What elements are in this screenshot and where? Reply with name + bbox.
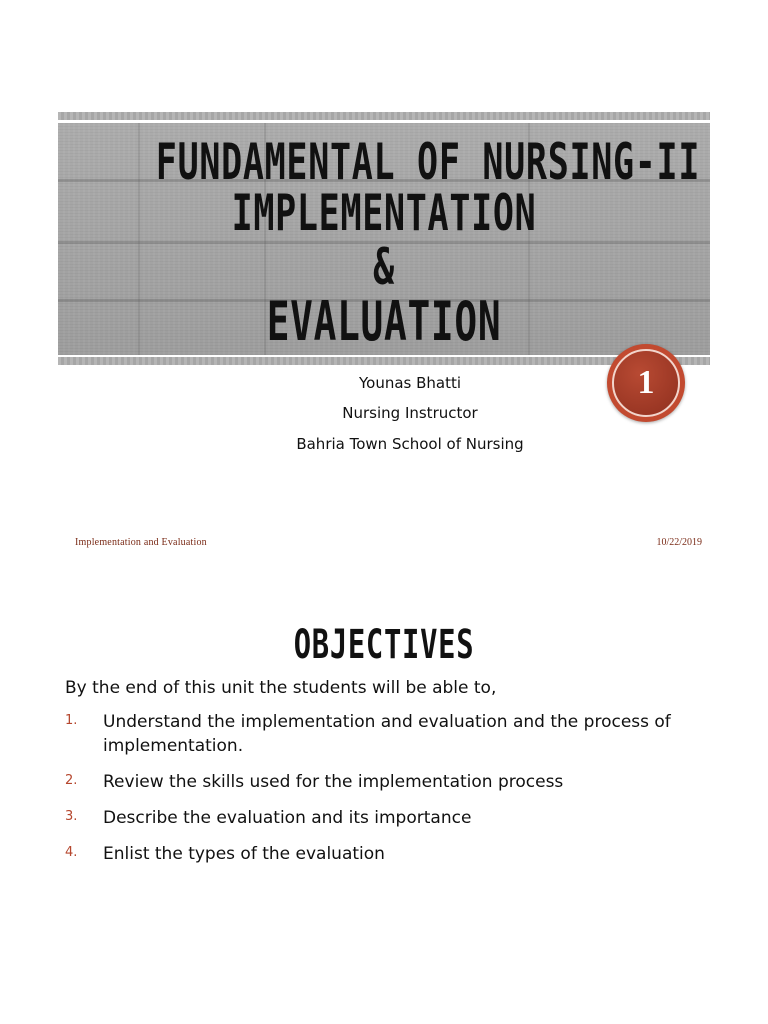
slide-number-badge-ring (612, 349, 680, 417)
title-line-2: IMPLEMENTATION (231, 184, 537, 242)
banner-texture-line (138, 123, 140, 355)
presenter-institution: Bahria Town School of Nursing (296, 435, 524, 453)
objective-text: Describe the evaluation and its importance (103, 808, 472, 828)
title-top-rule (58, 112, 710, 120)
objectives-slide (0, 580, 768, 1024)
objective-text: Enlist the types of the evaluation (103, 844, 385, 864)
slide-number: 1 (637, 364, 655, 401)
slide-footer-date: 10/22/2019 (656, 537, 702, 548)
objective-text: Understand the implementation and evaluation and the process of implementation. (103, 712, 671, 756)
presenter-name: Younas Bhatti (358, 374, 462, 392)
objectives-intro: By the end of this unit the students will be able to, (65, 678, 497, 698)
objective-text: Review the skills used for the implementation process (103, 772, 564, 792)
title-line-4: EVALUATION (266, 290, 502, 353)
title-line-1: FUNDAMENTAL OF NURSING-II (155, 133, 701, 191)
presenter-role: Nursing Instructor (342, 404, 478, 422)
title-line-3: & (373, 238, 395, 296)
objective-number: 1. (65, 713, 78, 728)
objective-number: 2. (65, 773, 78, 788)
slide-footer-title: Implementation and Evaluation (75, 537, 207, 548)
objectives-heading: OBJECTIVES (293, 622, 475, 668)
objective-number: 4. (65, 845, 78, 860)
objective-number: 3. (65, 809, 78, 824)
